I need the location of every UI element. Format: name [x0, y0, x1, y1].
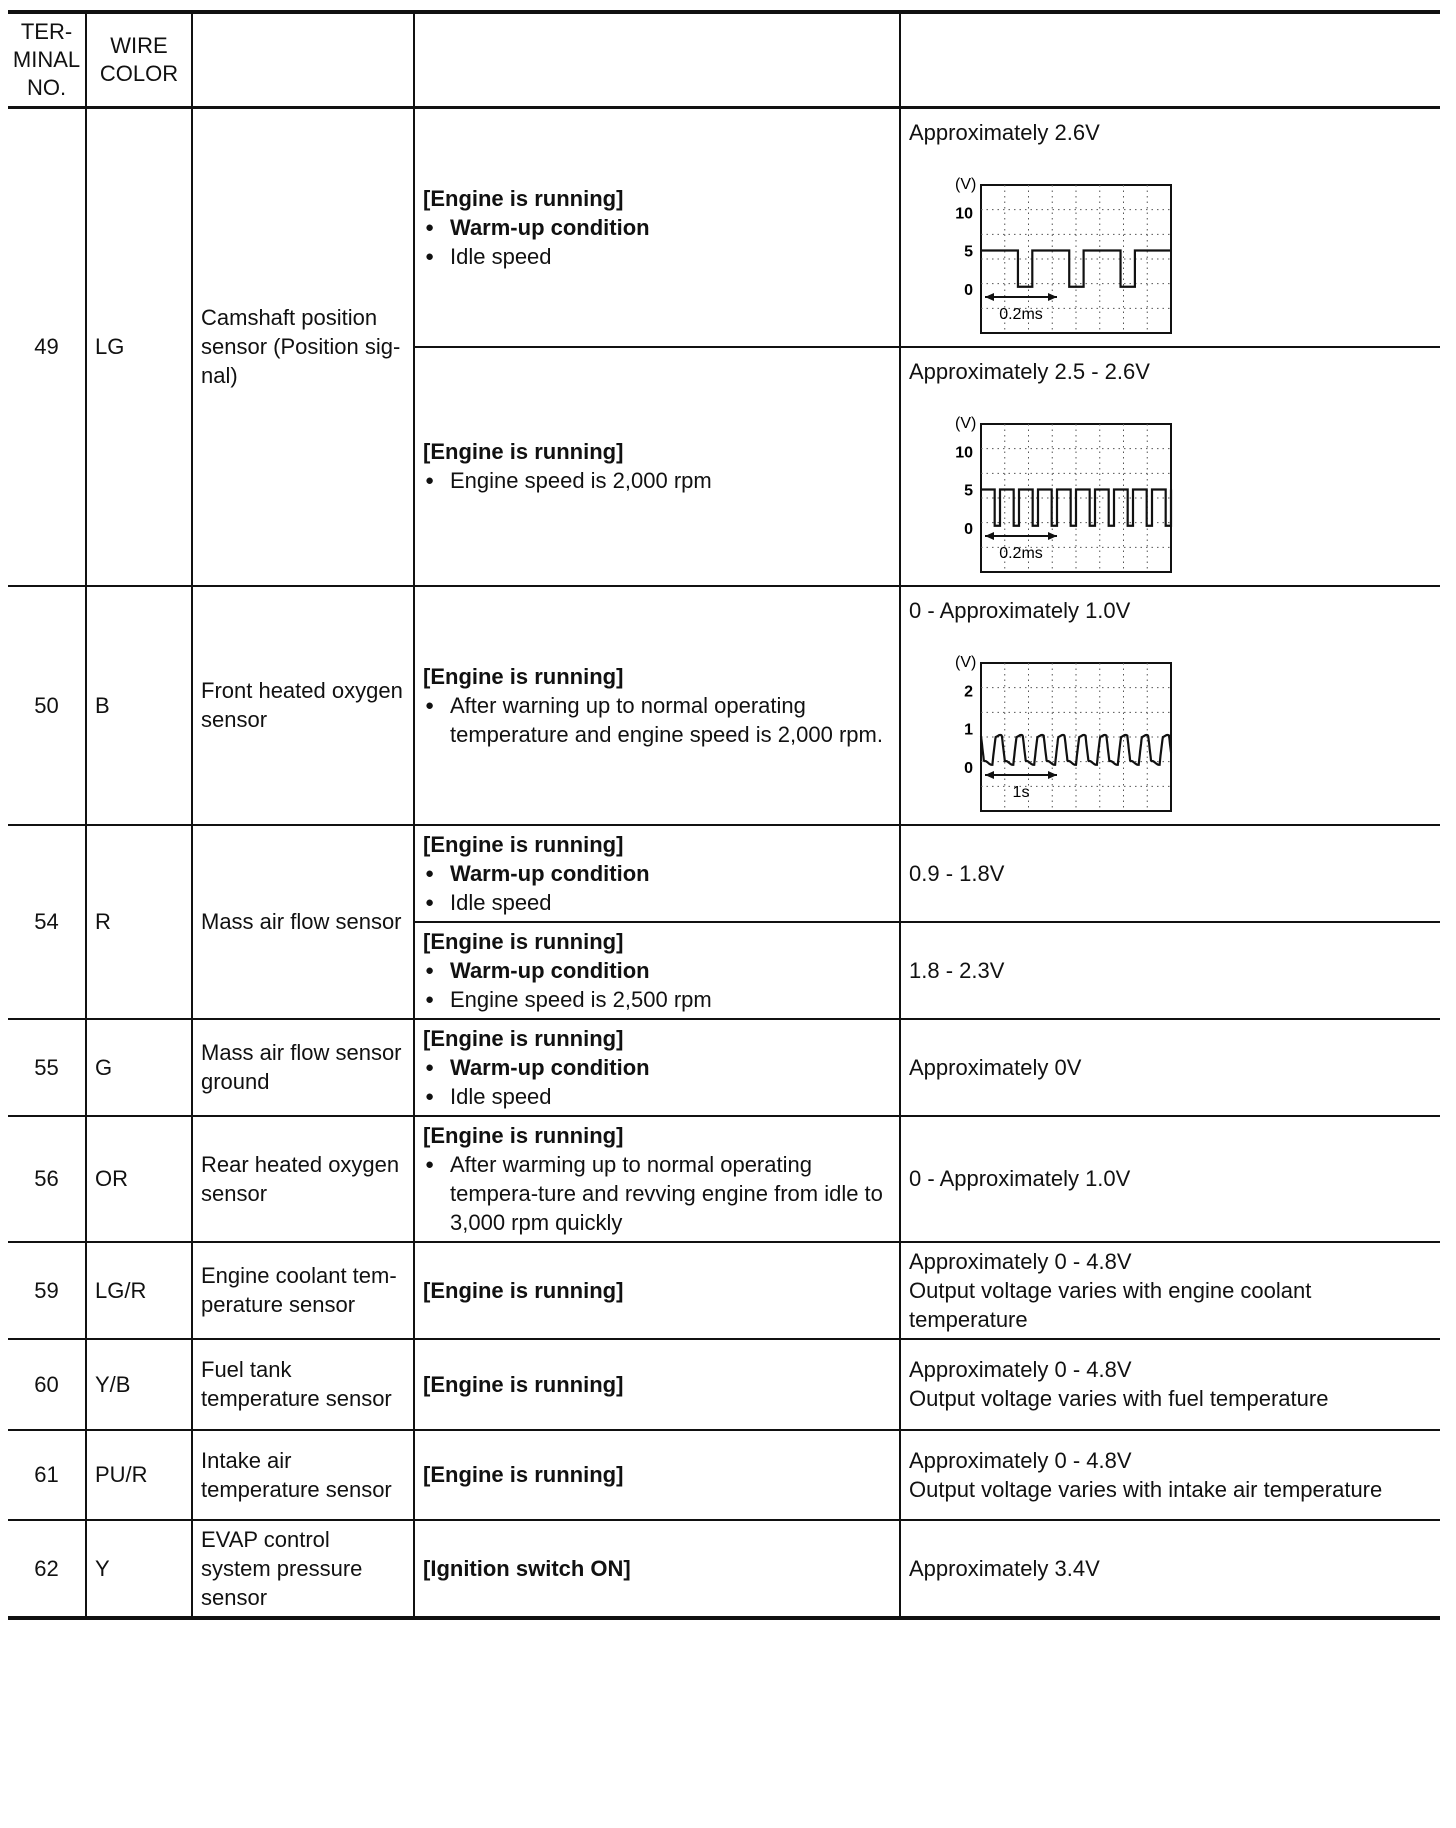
- condition-cell: [414, 825, 900, 922]
- condition-state: [Engine is running]: [423, 1462, 624, 1487]
- wire-color: Y/B: [86, 1339, 192, 1430]
- condition-state: [Engine is running]: [423, 928, 624, 954]
- condition-list: [423, 213, 891, 271]
- item-name: Mass air flow sensor ground: [192, 1019, 414, 1116]
- scope-y-tick: 1: [964, 721, 973, 739]
- condition-cell: [414, 1520, 900, 1618]
- item-name: Intake air temperature sensor: [192, 1430, 414, 1520]
- item-name: EVAP control system pressure sensor: [192, 1520, 414, 1618]
- condition-bullet: ● Idle speed: [423, 1082, 891, 1111]
- terminal-no: 62: [8, 1520, 86, 1618]
- wire-color: B: [86, 586, 192, 825]
- condition-bullet: ● Warm-up condition: [423, 956, 891, 985]
- condition-cell: [414, 586, 900, 825]
- terminal-no: 59: [8, 1242, 86, 1339]
- data-voltage-cell: [900, 1242, 1440, 1339]
- table-row: [8, 1116, 1440, 1242]
- condition-cell: [414, 1430, 900, 1520]
- wire-color: R: [86, 825, 192, 1019]
- item-name: Fuel tank temperature sensor: [192, 1339, 414, 1430]
- condition-bullet: ● Warm-up condition: [423, 859, 891, 888]
- waveform-scope: [909, 157, 1179, 337]
- data-voltage: Approximately 0 - 4.8V Output voltage varies with intake air temperature: [909, 1447, 1383, 1502]
- condition-state: [Engine is running]: [423, 831, 624, 857]
- table-row: [8, 108, 1440, 347]
- condition-state: [Engine is running]: [423, 1371, 624, 1397]
- data-voltage-cell: [900, 1116, 1440, 1242]
- waveform-scope: [909, 396, 1179, 576]
- condition-list: [423, 956, 891, 1014]
- condition-cell: [414, 1019, 900, 1116]
- data-voltage: Approximately 2.5 - 2.6V: [909, 358, 1150, 384]
- header-item: [192, 12, 414, 108]
- item-name: Camshaft position sensor (Position sig-nal): [192, 108, 414, 586]
- condition-state: [Engine is running]: [423, 663, 624, 689]
- table-row: [8, 1430, 1440, 1520]
- terminal-no: 55: [8, 1019, 86, 1116]
- condition-bullet: ● After warning up to normal operating temperature and engine speed is 2,000 rpm.: [423, 691, 891, 749]
- condition-bullet: ● Idle speed: [423, 242, 891, 271]
- scope-signal: [981, 489, 1171, 525]
- table-body: [8, 108, 1440, 1618]
- condition-cell: [414, 108, 900, 347]
- item-name: Front heated oxygen sensor: [192, 586, 414, 825]
- condition-bullet: ● Idle speed: [423, 888, 891, 917]
- scope-y-tick: 5: [964, 243, 973, 261]
- scope-time-label: 0.2ms: [999, 305, 1043, 323]
- data-voltage: 0 - Approximately 1.0V: [909, 1166, 1131, 1191]
- wire-color: G: [86, 1019, 192, 1116]
- scope-time-label: 0.2ms: [999, 544, 1043, 562]
- condition-list: [423, 859, 891, 917]
- data-voltage-cell: [900, 1339, 1440, 1430]
- scope-y-tick: 0: [964, 759, 973, 777]
- scope-y-unit: (V): [955, 653, 977, 671]
- item-name: Engine coolant tem-perature sensor: [192, 1242, 414, 1339]
- data-voltage: Approximately 3.4V: [909, 1555, 1100, 1581]
- condition-state: [Engine is running]: [423, 1277, 624, 1303]
- condition-bullet: ● Warm-up condition: [423, 213, 891, 242]
- condition-cell: [414, 1116, 900, 1242]
- table-row: [8, 825, 1440, 922]
- condition-list: [423, 466, 891, 495]
- data-voltage: Approximately 0 - 4.8V Output voltage varies with fuel temperature: [909, 1357, 1329, 1411]
- data-voltage-cell: [900, 1520, 1440, 1618]
- terminal-no: 50: [8, 586, 86, 825]
- condition-bullet: ● Engine speed is 2,500 rpm: [423, 985, 891, 1014]
- table-row: [8, 586, 1440, 825]
- condition-cell: [414, 347, 900, 586]
- scope-y-unit: (V): [955, 414, 977, 432]
- data-voltage-cell: [900, 586, 1440, 825]
- terminal-no: 61: [8, 1430, 86, 1520]
- data-voltage-cell: [900, 922, 1440, 1019]
- condition-state: [Engine is running]: [423, 185, 624, 211]
- wire-color: PU/R: [86, 1430, 192, 1520]
- item-name: Rear heated oxygen sensor: [192, 1116, 414, 1242]
- condition-list: [423, 691, 891, 749]
- table-row: [8, 1339, 1440, 1430]
- wire-color: OR: [86, 1116, 192, 1242]
- scope-time-label: 1s: [1012, 783, 1030, 801]
- data-voltage: Approximately 0V: [909, 1054, 1082, 1080]
- terminal-no: 60: [8, 1339, 86, 1430]
- data-voltage-cell: [900, 1019, 1440, 1116]
- terminal-no: 54: [8, 825, 86, 1019]
- header-condition: [414, 12, 900, 108]
- data-voltage-cell: [900, 1430, 1440, 1520]
- data-voltage-cell: [900, 347, 1440, 586]
- condition-state: [Engine is running]: [423, 1122, 624, 1148]
- scope-y-unit: (V): [955, 175, 977, 193]
- table-row: [8, 1520, 1440, 1618]
- terminal-no: 49: [8, 108, 86, 586]
- condition-bullet: ● Warm-up condition: [423, 1053, 891, 1082]
- scope-y-tick: 2: [964, 682, 973, 700]
- condition-state: [Ignition switch ON]: [423, 1555, 631, 1581]
- terminal-data-table: [8, 10, 1440, 1620]
- header-row: [8, 12, 1440, 108]
- header-terminal-no: TER- MINAL NO.: [8, 12, 86, 108]
- data-voltage: 0 - Approximately 1.0V: [909, 597, 1131, 623]
- data-voltage: Approximately 0 - 4.8V Output voltage varies with engine coolant temperature: [909, 1248, 1312, 1332]
- scope-y-tick: 0: [964, 281, 973, 299]
- header-data: [900, 12, 1440, 108]
- scope-y-tick: 10: [955, 205, 973, 223]
- terminal-no: 56: [8, 1116, 86, 1242]
- data-voltage-cell: [900, 108, 1440, 347]
- condition-state: [Engine is running]: [423, 439, 624, 464]
- condition-list: [423, 1150, 891, 1237]
- condition-bullet: ● After warming up to normal operating tempera-ture and revving engine from idle to 3,000 rpm quickly: [423, 1150, 891, 1237]
- data-voltage: 1.8 - 2.3V: [909, 957, 1005, 983]
- wire-color: LG/R: [86, 1242, 192, 1339]
- data-voltage: 0.9 - 1.8V: [909, 860, 1005, 886]
- scope-y-tick: 10: [955, 443, 973, 461]
- item-name: Mass air flow sensor: [192, 825, 414, 1019]
- scope-signal: [981, 735, 1171, 765]
- condition-bullet: ● Engine speed is 2,000 rpm: [423, 466, 891, 495]
- data-voltage: Approximately 2.6V: [909, 119, 1100, 145]
- scope-y-tick: 0: [964, 520, 973, 538]
- condition-state: [Engine is running]: [423, 1025, 624, 1051]
- scope-y-tick: 5: [964, 482, 973, 500]
- condition-list: [423, 1053, 891, 1111]
- waveform-scope: [909, 635, 1179, 815]
- header-wire-color: WIRE COLOR: [86, 12, 192, 108]
- wire-color: LG: [86, 108, 192, 586]
- condition-cell: [414, 1242, 900, 1339]
- condition-cell: [414, 922, 900, 1019]
- data-voltage-cell: [900, 825, 1440, 922]
- condition-cell: [414, 1339, 900, 1430]
- table-row: [8, 1242, 1440, 1339]
- wire-color: Y: [86, 1520, 192, 1618]
- table-row: [8, 1019, 1440, 1116]
